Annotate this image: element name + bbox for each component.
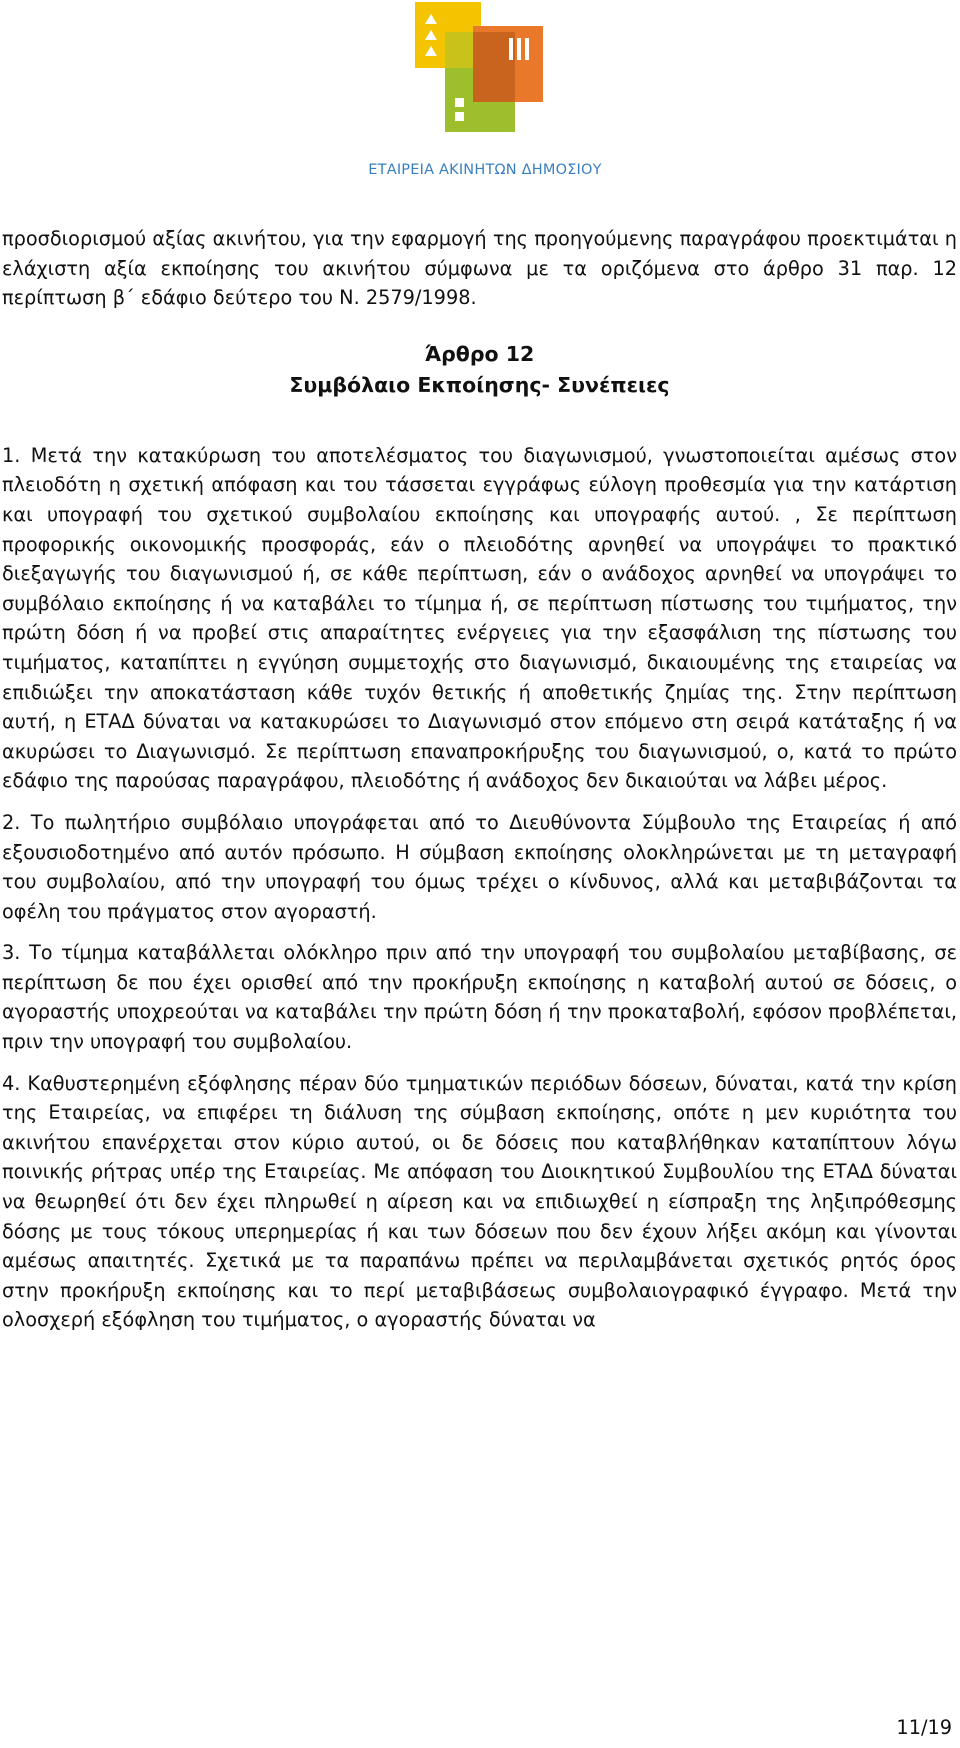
company-logo: [350, 2, 620, 184]
page-number: 11/19: [896, 1716, 952, 1739]
intro-paragraph: προσδιορισμού αξίας ακινήτου, για την εφαρμογή της προηγούμενης παραγράφου προεκτιμάται η ελάχιστη αξία εκποίησης του ακινήτου σύμφωνα με τα οριζόμενα στο άρθρο 31 παρ. 12 περίπτωση β΄ εδάφιο δεύτερο του Ν. 2579/1998.: [2, 227, 957, 310]
logo-text: ΕΤΑΙΡΕΙΑ ΑΚΙΝΗΤΩΝ ΔΗΜΟΣΙΟΥ: [368, 162, 602, 178]
building-squares-icon: [415, 2, 555, 152]
article-number: Άρθρο 12: [424, 341, 535, 366]
document-body: [2, 224, 957, 1335]
paragraph-3: 3. Το τίμημα καταβάλλεται ολόκληρο πριν από την υπογραφή του συμβολαίου μεταβίβασης, σε περίπτωση δε που έχει ορισθεί από την προκήρυξη εκποίησης η καταβολή αυτού σε δόσεις, ο αγοραστής υποχρεούται να καταβάλει την πρώτη δόση ή την προκαταβολή, εφόσον προβλέπεται, πριν την υπογραφή του συμβολαίου.: [2, 941, 957, 1054]
article-title: Συμβόλαιο Εκποίησης- Συνέπειες: [289, 372, 670, 397]
paragraph-4: 4. Καθυστερημένη εξόφλησης πέραν δύο τμηματικών περιόδων δόσεων, δύναται, κατά την κρίση της Εταιρείας, να επιφέρει τη διάλυση της σύμβαση εκποίησης, οπότε η μεν κυριότητα του ακινήτου επανέρχεται στον κύριο αυτού, οι δε δόσεις που καταβλήθηκαν καταπίπτουν λόγω ποινικής ρήτρας υπέρ της Εταιρείας. Με απόφαση του Διοικητικού Συμβουλίου της ΕΤΑΔ δύναται να θεωρηθεί ότι δεν έχει πληρωθεί η αίρεση και να επιδιωχθεί η είσπραξη της ληξιπρόθεσμης δόσης με τους τόκους υπερημερίας ή και των δόσεων που δεν έχουν λήξει ακόμη και γίνονται αμέσως απαιτητές. Σχετικά με τα παραπάνω πρέπει να περιλαμβάνεται σχετικός ρητός όρος στην προκήρυξη εκποίησης και το περί μεταβιβάσεως συμβολαιογραφικό έγγραφο. Μετά την ολοσχερή εξόφληση του τιμήματος, ο αγοραστής δύναται να: [2, 1071, 957, 1332]
paragraph-1: 1. Μετά την κατακύρωση του αποτελέσματος του διαγωνισμού, γνωστοποιείται αμέσως στον πλειοδότη η σχετική απόφαση και του τάσσεται εγγράφως εύλογη προθεσμία για την κατάρτιση και υπογραφή του σχετικού συμβολαίου εκποίησης και υπογραφής αυτού. , Σε περίπτωση προφορικής οικονομικής προσφοράς, εάν ο πλειοδότης αρνηθεί να υπογράψει το πρακτικό διεξαγωγής του διαγωνισμού ή, σε κάθε περίπτωση, εάν ο ανάδοχος αρνηθεί να υπογράψει το συμβόλαιο εκποίησης ή να καταβάλει το τίμημα ή, σε περίπτωση πίστωσης του τιμήματος, την πρώτη δόση ή να προβεί στις απαραίτητες ενέργειες για την εξασφάλιση της πίστωσης του τιμήματος, καταπίπτει η εγγύηση συμμετοχής στο διαγωνισμό, δικαιουμένης της εταιρείας να επιδιώξει την αποκατάσταση κάθε τυχόν θετικής ή αποθετικής ζημίας της. Στην περίπτωση αυτή, η ΕΤΑΔ δύναται να κατακυρώσει το Διαγωνισμό στον επόμενο στη σειρά κατάταξης ή να ακυρώσει το Διαγωνισμό. Σε περίπτωση επαναπροκήρυξης του διαγωνισμού, ο, κατά το πρώτο εδάφιο της παρούσας παραγράφου, πλειοδότης ή ανάδοχος δεν δικαιούται να λάβει μέρος.: [2, 443, 957, 793]
paragraph-2: 2. Το πωλητήριο συμβόλαιο υπογράφεται από το Διευθύνοντα Σύμβουλο της Εταιρείας ή από εξουσιοδοτημένο από αυτόν πρόσωπο. Η σύμβαση εκποίησης ολοκληρώνεται με τη μεταγραφή του συμβολαίου, από την υπογραφή του όμως τρέχει ο κίνδυνος, αλλά και μεταβιβάζονται τα οφέλη του πράγματος στον αγοραστή.: [2, 810, 957, 923]
article-heading: [2, 339, 957, 401]
